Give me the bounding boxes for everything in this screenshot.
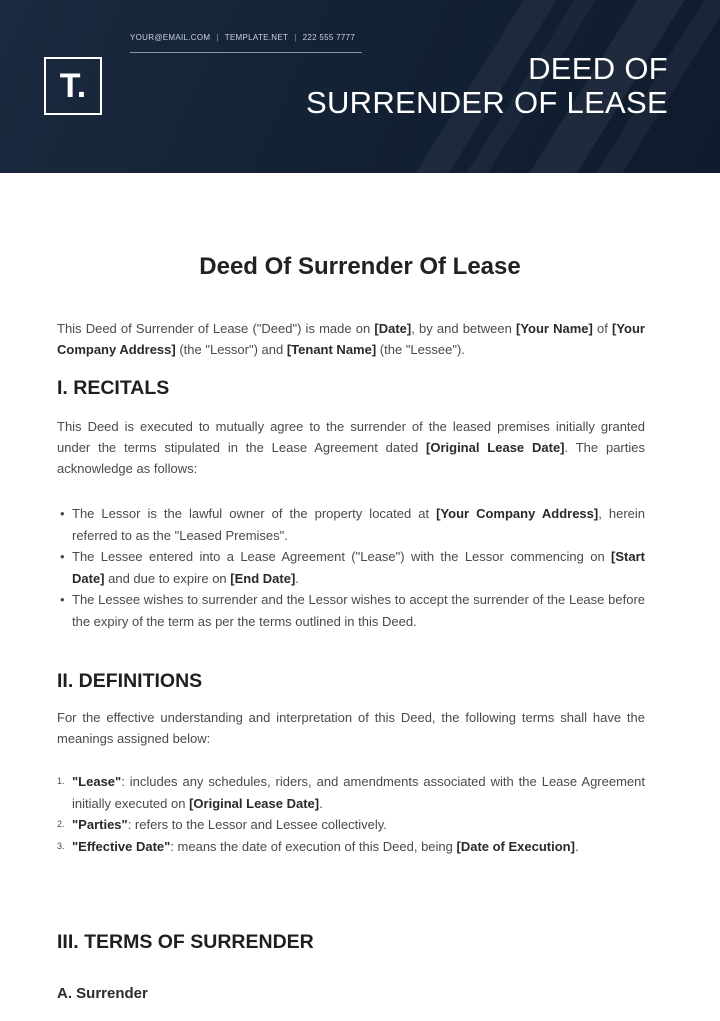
bullet-marker: •: [60, 549, 65, 564]
list-item-text: .: [319, 795, 323, 811]
section-heading-terms: III. TERMS OF SURRENDER: [57, 931, 314, 953]
list-item-text: The Lessee wishes to surrender and the Lessor wishes to accept the surrender of the Lease before the expiry of the term as per the terms outlined in this Deed.: [72, 592, 645, 629]
list-item: [57, 814, 645, 836]
recitals-paragraph: [57, 416, 645, 479]
recitals-text: This Deed is executed to mutually agree to the surrender of the leased premises initially granted under the terms stipulated in the Lease Agreement dated: [57, 419, 645, 455]
contact-phone: 222 555 7777: [302, 33, 356, 42]
list-item: [57, 771, 645, 814]
placeholder-your-name: [Your Name]: [516, 321, 593, 336]
bullet-marker: •: [60, 506, 65, 521]
logo-letter: T.: [59, 67, 87, 105]
header-title-line1: DEED OF: [528, 51, 668, 86]
list-item: [57, 836, 645, 858]
number-marker: 1.: [57, 776, 65, 786]
list-item-text: : includes any schedules, riders, and amendments associated with the Lease Agreement initially executed on: [72, 774, 645, 811]
list-item-text: , herein referred to as the "Leased Premises".: [72, 506, 646, 543]
definitions-list: [57, 771, 645, 857]
list-item-text: and due to expire on: [104, 570, 231, 586]
brand-logo: [44, 57, 102, 115]
intro-text: , by and between: [411, 321, 516, 336]
definition-term: "Effective Date": [72, 838, 171, 854]
contact-email: YOUR@EMAIL.COM: [130, 33, 211, 42]
number-marker: 3.: [57, 840, 65, 851]
list-item-text: : means the date of execution of this Deed, being: [170, 838, 457, 854]
header-title-line2: SURRENDER OF LEASE: [306, 85, 668, 120]
section-heading-definitions: II. DEFINITIONS: [57, 670, 203, 692]
placeholder-company-address: [Your Company Address]: [57, 321, 645, 357]
list-item-text: .: [295, 570, 299, 586]
contact-separator: |: [216, 33, 219, 42]
list-item: [57, 546, 645, 589]
definition-term: "Lease": [72, 774, 122, 789]
definitions-section: [57, 707, 645, 749]
placeholder-tenant-name: [Tenant Name]: [286, 342, 377, 357]
contact-info: [130, 33, 355, 42]
list-item-text: : refers to the Lessor and Lessee collectively.: [127, 817, 387, 832]
list-item-text: .: [574, 838, 579, 854]
placeholder-original-lease-date: [Original Lease Date]: [426, 440, 565, 455]
placeholder-date-of-execution: [Date of Execution]: [456, 838, 575, 854]
list-item: [57, 589, 645, 632]
placeholder-company-address: [Your Company Address]: [436, 506, 599, 521]
number-marker: 2.: [57, 819, 65, 829]
subsection-heading-surrender: A. Surrender: [57, 985, 148, 1002]
header-title: [306, 52, 668, 120]
contact-website: TEMPLATE.NET: [224, 33, 289, 42]
section-heading-recitals: I. RECITALS: [57, 377, 170, 399]
intro-section: [57, 318, 645, 360]
intro-text: of: [592, 321, 613, 336]
placeholder-start-date: [Start Date]: [72, 549, 645, 586]
recitals-section: [57, 416, 645, 479]
list-item: [57, 503, 645, 546]
contact-separator: |: [294, 33, 297, 42]
list-item-text: The Lessee entered into a Lease Agreement ("Lease") with the Lessor commencing on: [72, 549, 612, 564]
intro-text: This Deed of Surrender of Lease ("Deed") is made on: [57, 321, 375, 336]
intro-paragraph: [57, 318, 645, 360]
recitals-text: . The parties acknowledge as follows:: [57, 440, 645, 476]
definitions-paragraph: For the effective understanding and interpretation of this Deed, the following terms shall have the meanings assigned below:: [57, 710, 645, 746]
list-item-text: The Lessor is the lawful owner of the property located at: [72, 506, 437, 521]
placeholder-original-lease-date: [Original Lease Date]: [189, 795, 320, 811]
definition-term: "Parties": [72, 817, 128, 832]
intro-text: (the "Lessor") and: [175, 342, 287, 357]
bullet-marker: •: [60, 592, 65, 607]
intro-text: (the "Lessee").: [376, 342, 465, 357]
header-banner: [0, 0, 720, 173]
placeholder-date: [Date]: [374, 321, 412, 336]
document-title: Deed Of Surrender Of Lease: [199, 253, 521, 280]
placeholder-end-date: [End Date]: [230, 570, 296, 586]
recitals-list: [57, 503, 645, 632]
